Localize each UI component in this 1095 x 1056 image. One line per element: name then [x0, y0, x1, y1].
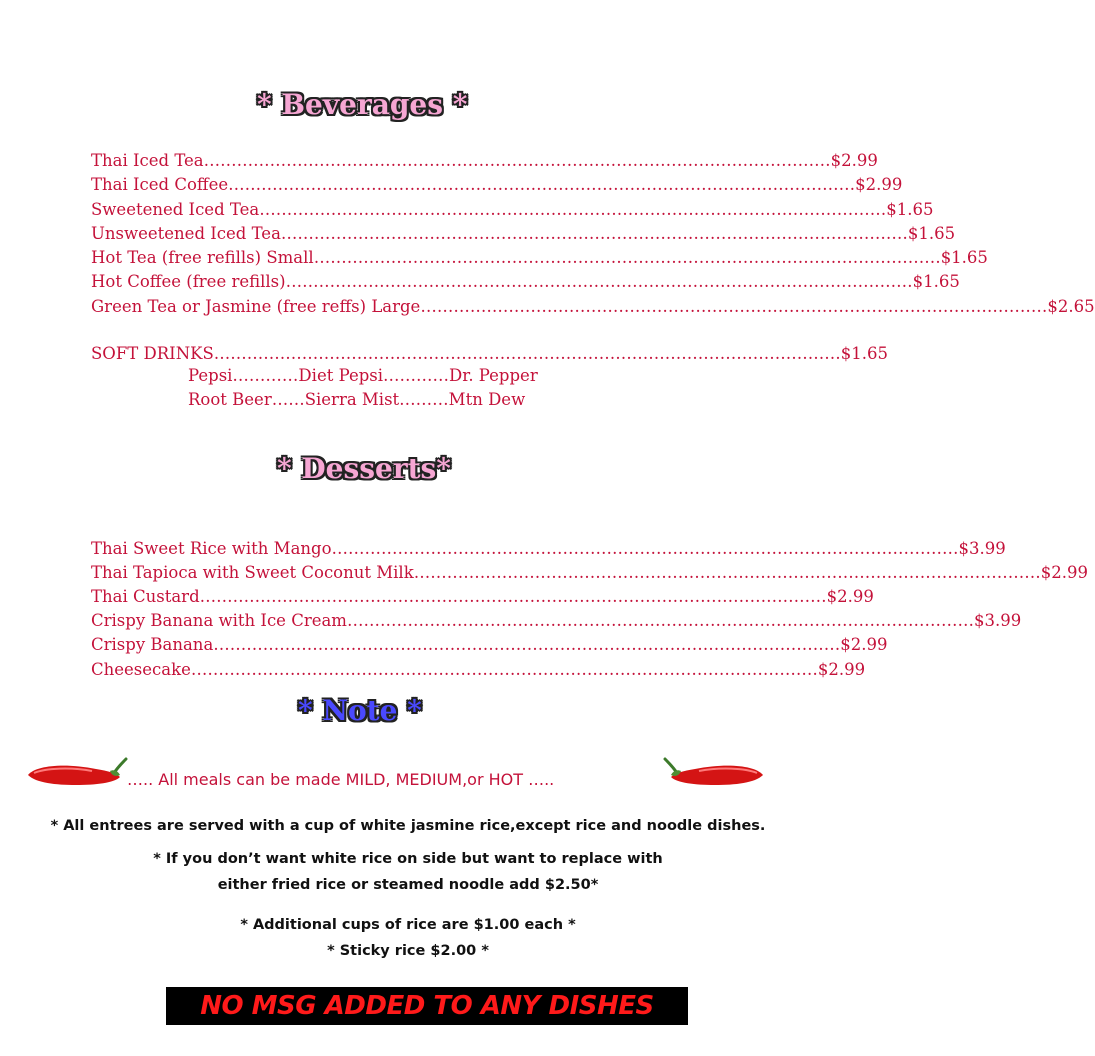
- desserts-heading: * Desserts*: [277, 452, 451, 485]
- item-price: $1.65: [940, 248, 988, 267]
- menu-item: [91, 243, 988, 267]
- leader-dots: ……………………………………………………………………………………………………: [420, 297, 1048, 316]
- no-msg-banner-text: NO MSG ADDED TO ANY DISHES: [200, 991, 654, 1021]
- beverages-heading: * Beverages *: [257, 88, 468, 121]
- item-name: Thai Custard: [91, 587, 200, 606]
- rice-note: * All entrees are served with a cup of white jasmine rice,except rice and noodle dishes.: [50, 818, 766, 834]
- item-name: Thai Sweet Rice with Mango: [91, 539, 332, 558]
- item-name: Hot Coffee (free refills): [91, 272, 286, 291]
- item-price: $2.99: [817, 660, 866, 679]
- menu-item: [91, 292, 1095, 316]
- menu-item: [91, 655, 866, 679]
- chili-pepper-icon: [26, 755, 128, 791]
- item-price: $3.99: [958, 539, 1006, 558]
- leader-dots: ……………………………………………………………………………………………………: [228, 175, 856, 194]
- menu-item: [91, 630, 888, 654]
- item-name: Hot Tea (free refills) Small: [91, 248, 314, 267]
- leader-dots: ……………………………………………………………………………………………………: [213, 635, 841, 654]
- menu-item: [91, 146, 878, 170]
- soft-drinks-item: [91, 339, 889, 363]
- item-price: $2.65: [1047, 297, 1095, 316]
- leader-dots: ……………………………………………………………………………………………………: [203, 151, 831, 170]
- menu-item: [91, 606, 1022, 630]
- leader-dots: ……………………………………………………………………………………………………: [213, 344, 841, 363]
- additional-rice-note: * Additional cups of rice are $1.00 each *: [240, 917, 576, 933]
- menu-item: [91, 558, 1088, 582]
- leader-dots: ……………………………………………………………………………………………………: [346, 611, 974, 630]
- item-name: Unsweetened Iced Tea: [91, 224, 281, 243]
- leader-dots: ……………………………………………………………………………………………………: [280, 224, 908, 243]
- item-name: Sweetened Iced Tea: [91, 200, 260, 219]
- menu-item: [91, 219, 956, 243]
- item-price: $1.65: [907, 224, 956, 243]
- leader-dots: ……………………………………………………………………………………………………: [259, 200, 887, 219]
- rice-substitute-price-note: either fried rice or steamed noodle add $2.50*: [217, 877, 599, 893]
- note-heading: * Note *: [298, 694, 422, 727]
- leader-dots: ……………………………………………………………………………………………………: [413, 563, 1041, 582]
- item-name: Green Tea or Jasmine (free reffs) Large: [91, 297, 421, 316]
- item-price: $1.65: [886, 200, 934, 219]
- leader-dots: ……………………………………………………………………………………………………: [313, 248, 941, 267]
- rice-substitute-note: * If you don’t want white rice on side but want to replace with: [153, 851, 663, 867]
- item-name: Thai Tapioca with Sweet Coconut Milk: [91, 563, 414, 582]
- spice-level-notice: ….. All meals can be made MILD, MEDIUM,or HOT …..: [127, 770, 555, 789]
- menu-item: [91, 534, 1006, 558]
- item-price: $2.99: [1040, 563, 1088, 582]
- item-name: Cheesecake: [91, 660, 191, 679]
- no-msg-banner: [166, 987, 688, 1025]
- soft-drink-options: Root Beer……Sierra Mist………Mtn Dew: [188, 390, 526, 409]
- leader-dots: ……………………………………………………………………………………………………: [285, 272, 913, 291]
- chili-pepper-icon: [663, 755, 765, 791]
- leader-dots: ……………………………………………………………………………………………………: [331, 539, 959, 558]
- item-name: Thai Iced Coffee: [91, 175, 229, 194]
- item-name: Crispy Banana with Ice Cream: [91, 611, 347, 630]
- item-price: $2.99: [840, 635, 888, 654]
- item-name: SOFT DRINKS: [91, 344, 214, 363]
- menu-item: [91, 582, 874, 606]
- menu-item: [91, 267, 960, 291]
- item-name: Crispy Banana: [91, 635, 214, 654]
- item-name: Thai Iced Tea: [91, 151, 204, 170]
- item-price: $2.99: [855, 175, 903, 194]
- leader-dots: ……………………………………………………………………………………………………: [190, 660, 818, 679]
- item-price: $1.65: [840, 344, 889, 363]
- menu-item: [91, 195, 934, 219]
- item-price: $2.99: [830, 151, 878, 170]
- item-price: $2.99: [826, 587, 874, 606]
- item-price: $3.99: [973, 611, 1022, 630]
- soft-drink-options: Pepsi…………Diet Pepsi…………Dr. Pepper: [188, 366, 538, 385]
- menu-item: [91, 170, 903, 194]
- item-price: $1.65: [912, 272, 960, 291]
- leader-dots: ……………………………………………………………………………………………………: [199, 587, 827, 606]
- sticky-rice-note: * Sticky rice $2.00 *: [327, 943, 489, 959]
